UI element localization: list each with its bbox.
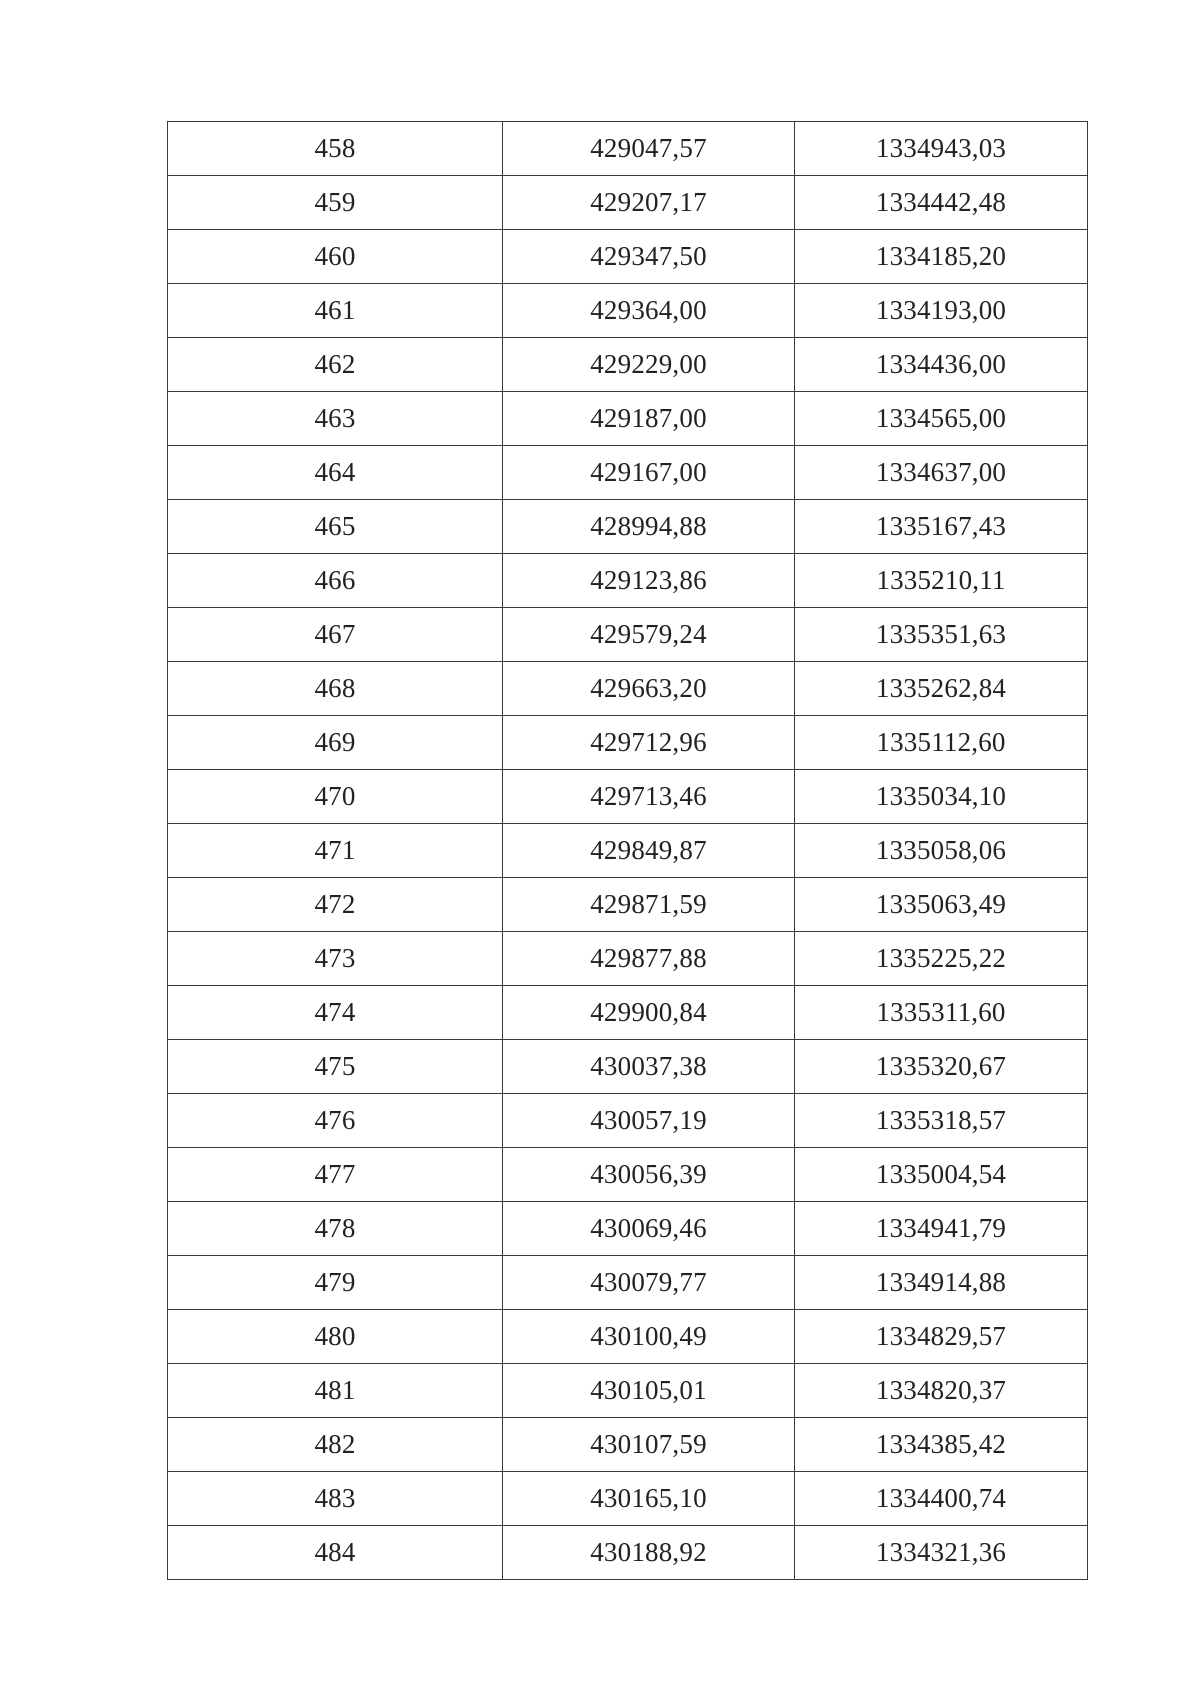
table-row <box>168 284 1088 338</box>
point-number-cell: 466 <box>168 554 503 608</box>
table-row <box>168 662 1088 716</box>
y-coordinate-cell: 1335112,60 <box>795 716 1088 770</box>
x-coordinate-cell: 429347,50 <box>503 230 795 284</box>
table-row <box>168 500 1088 554</box>
y-coordinate-cell: 1334565,00 <box>795 392 1088 446</box>
y-coordinate-cell: 1335004,54 <box>795 1148 1088 1202</box>
y-coordinate-cell: 1335351,63 <box>795 608 1088 662</box>
x-coordinate-cell: 430079,77 <box>503 1256 795 1310</box>
x-coordinate-cell: 429713,46 <box>503 770 795 824</box>
y-coordinate-cell: 1334385,42 <box>795 1418 1088 1472</box>
point-number-cell: 472 <box>168 878 503 932</box>
y-coordinate-cell: 1335058,06 <box>795 824 1088 878</box>
point-number-cell: 474 <box>168 986 503 1040</box>
y-coordinate-cell: 1334442,48 <box>795 176 1088 230</box>
table-row <box>168 122 1088 176</box>
x-coordinate-cell: 429364,00 <box>503 284 795 338</box>
point-number-cell: 470 <box>168 770 503 824</box>
point-number-cell: 458 <box>168 122 503 176</box>
x-coordinate-cell: 430188,92 <box>503 1526 795 1580</box>
point-number-cell: 463 <box>168 392 503 446</box>
table-row <box>168 1472 1088 1526</box>
point-number-cell: 476 <box>168 1094 503 1148</box>
y-coordinate-cell: 1335210,11 <box>795 554 1088 608</box>
x-coordinate-cell: 430105,01 <box>503 1364 795 1418</box>
point-number-cell: 465 <box>168 500 503 554</box>
point-number-cell: 459 <box>168 176 503 230</box>
point-number-cell: 482 <box>168 1418 503 1472</box>
table-row <box>168 608 1088 662</box>
x-coordinate-cell: 428994,88 <box>503 500 795 554</box>
x-coordinate-cell: 429187,00 <box>503 392 795 446</box>
x-coordinate-cell: 429229,00 <box>503 338 795 392</box>
point-number-cell: 460 <box>168 230 503 284</box>
table-row <box>168 824 1088 878</box>
point-number-cell: 464 <box>168 446 503 500</box>
table-row <box>168 392 1088 446</box>
x-coordinate-cell: 430037,38 <box>503 1040 795 1094</box>
table-row <box>168 230 1088 284</box>
y-coordinate-cell: 1335167,43 <box>795 500 1088 554</box>
point-number-cell: 471 <box>168 824 503 878</box>
x-coordinate-cell: 429167,00 <box>503 446 795 500</box>
x-coordinate-cell: 429871,59 <box>503 878 795 932</box>
x-coordinate-cell: 430056,39 <box>503 1148 795 1202</box>
table-row <box>168 554 1088 608</box>
table-row <box>168 1094 1088 1148</box>
y-coordinate-cell: 1334193,00 <box>795 284 1088 338</box>
x-coordinate-cell: 429900,84 <box>503 986 795 1040</box>
x-coordinate-cell: 430057,19 <box>503 1094 795 1148</box>
table-row <box>168 716 1088 770</box>
x-coordinate-cell: 430165,10 <box>503 1472 795 1526</box>
y-coordinate-cell: 1335311,60 <box>795 986 1088 1040</box>
x-coordinate-cell: 429207,17 <box>503 176 795 230</box>
y-coordinate-cell: 1334941,79 <box>795 1202 1088 1256</box>
table-row <box>168 176 1088 230</box>
table-row <box>168 1310 1088 1364</box>
table-row <box>168 878 1088 932</box>
table-row <box>168 1148 1088 1202</box>
x-coordinate-cell: 430107,59 <box>503 1418 795 1472</box>
y-coordinate-cell: 1334829,57 <box>795 1310 1088 1364</box>
coordinates-table <box>167 121 1088 1580</box>
x-coordinate-cell: 430069,46 <box>503 1202 795 1256</box>
table-row <box>168 1040 1088 1094</box>
table-row <box>168 1418 1088 1472</box>
point-number-cell: 461 <box>168 284 503 338</box>
x-coordinate-cell: 429123,86 <box>503 554 795 608</box>
table-row <box>168 1256 1088 1310</box>
x-coordinate-cell: 430100,49 <box>503 1310 795 1364</box>
point-number-cell: 467 <box>168 608 503 662</box>
point-number-cell: 473 <box>168 932 503 986</box>
point-number-cell: 468 <box>168 662 503 716</box>
point-number-cell: 475 <box>168 1040 503 1094</box>
point-number-cell: 481 <box>168 1364 503 1418</box>
y-coordinate-cell: 1335318,57 <box>795 1094 1088 1148</box>
point-number-cell: 484 <box>168 1526 503 1580</box>
y-coordinate-cell: 1335034,10 <box>795 770 1088 824</box>
x-coordinate-cell: 429877,88 <box>503 932 795 986</box>
table-row <box>168 1526 1088 1580</box>
y-coordinate-cell: 1334400,74 <box>795 1472 1088 1526</box>
point-number-cell: 478 <box>168 1202 503 1256</box>
y-coordinate-cell: 1335063,49 <box>795 878 1088 932</box>
y-coordinate-cell: 1335320,67 <box>795 1040 1088 1094</box>
table-row <box>168 1202 1088 1256</box>
table-row <box>168 932 1088 986</box>
table-row <box>168 338 1088 392</box>
y-coordinate-cell: 1334820,37 <box>795 1364 1088 1418</box>
x-coordinate-cell: 429047,57 <box>503 122 795 176</box>
y-coordinate-cell: 1335262,84 <box>795 662 1088 716</box>
y-coordinate-cell: 1334914,88 <box>795 1256 1088 1310</box>
coordinates-table-body <box>168 122 1088 1580</box>
y-coordinate-cell: 1334321,36 <box>795 1526 1088 1580</box>
point-number-cell: 479 <box>168 1256 503 1310</box>
y-coordinate-cell: 1334943,03 <box>795 122 1088 176</box>
y-coordinate-cell: 1335225,22 <box>795 932 1088 986</box>
point-number-cell: 483 <box>168 1472 503 1526</box>
table-row <box>168 446 1088 500</box>
table-row <box>168 1364 1088 1418</box>
y-coordinate-cell: 1334637,00 <box>795 446 1088 500</box>
x-coordinate-cell: 429712,96 <box>503 716 795 770</box>
y-coordinate-cell: 1334436,00 <box>795 338 1088 392</box>
point-number-cell: 462 <box>168 338 503 392</box>
x-coordinate-cell: 429579,24 <box>503 608 795 662</box>
table-row <box>168 986 1088 1040</box>
y-coordinate-cell: 1334185,20 <box>795 230 1088 284</box>
x-coordinate-cell: 429663,20 <box>503 662 795 716</box>
x-coordinate-cell: 429849,87 <box>503 824 795 878</box>
point-number-cell: 480 <box>168 1310 503 1364</box>
point-number-cell: 477 <box>168 1148 503 1202</box>
point-number-cell: 469 <box>168 716 503 770</box>
table-row <box>168 770 1088 824</box>
